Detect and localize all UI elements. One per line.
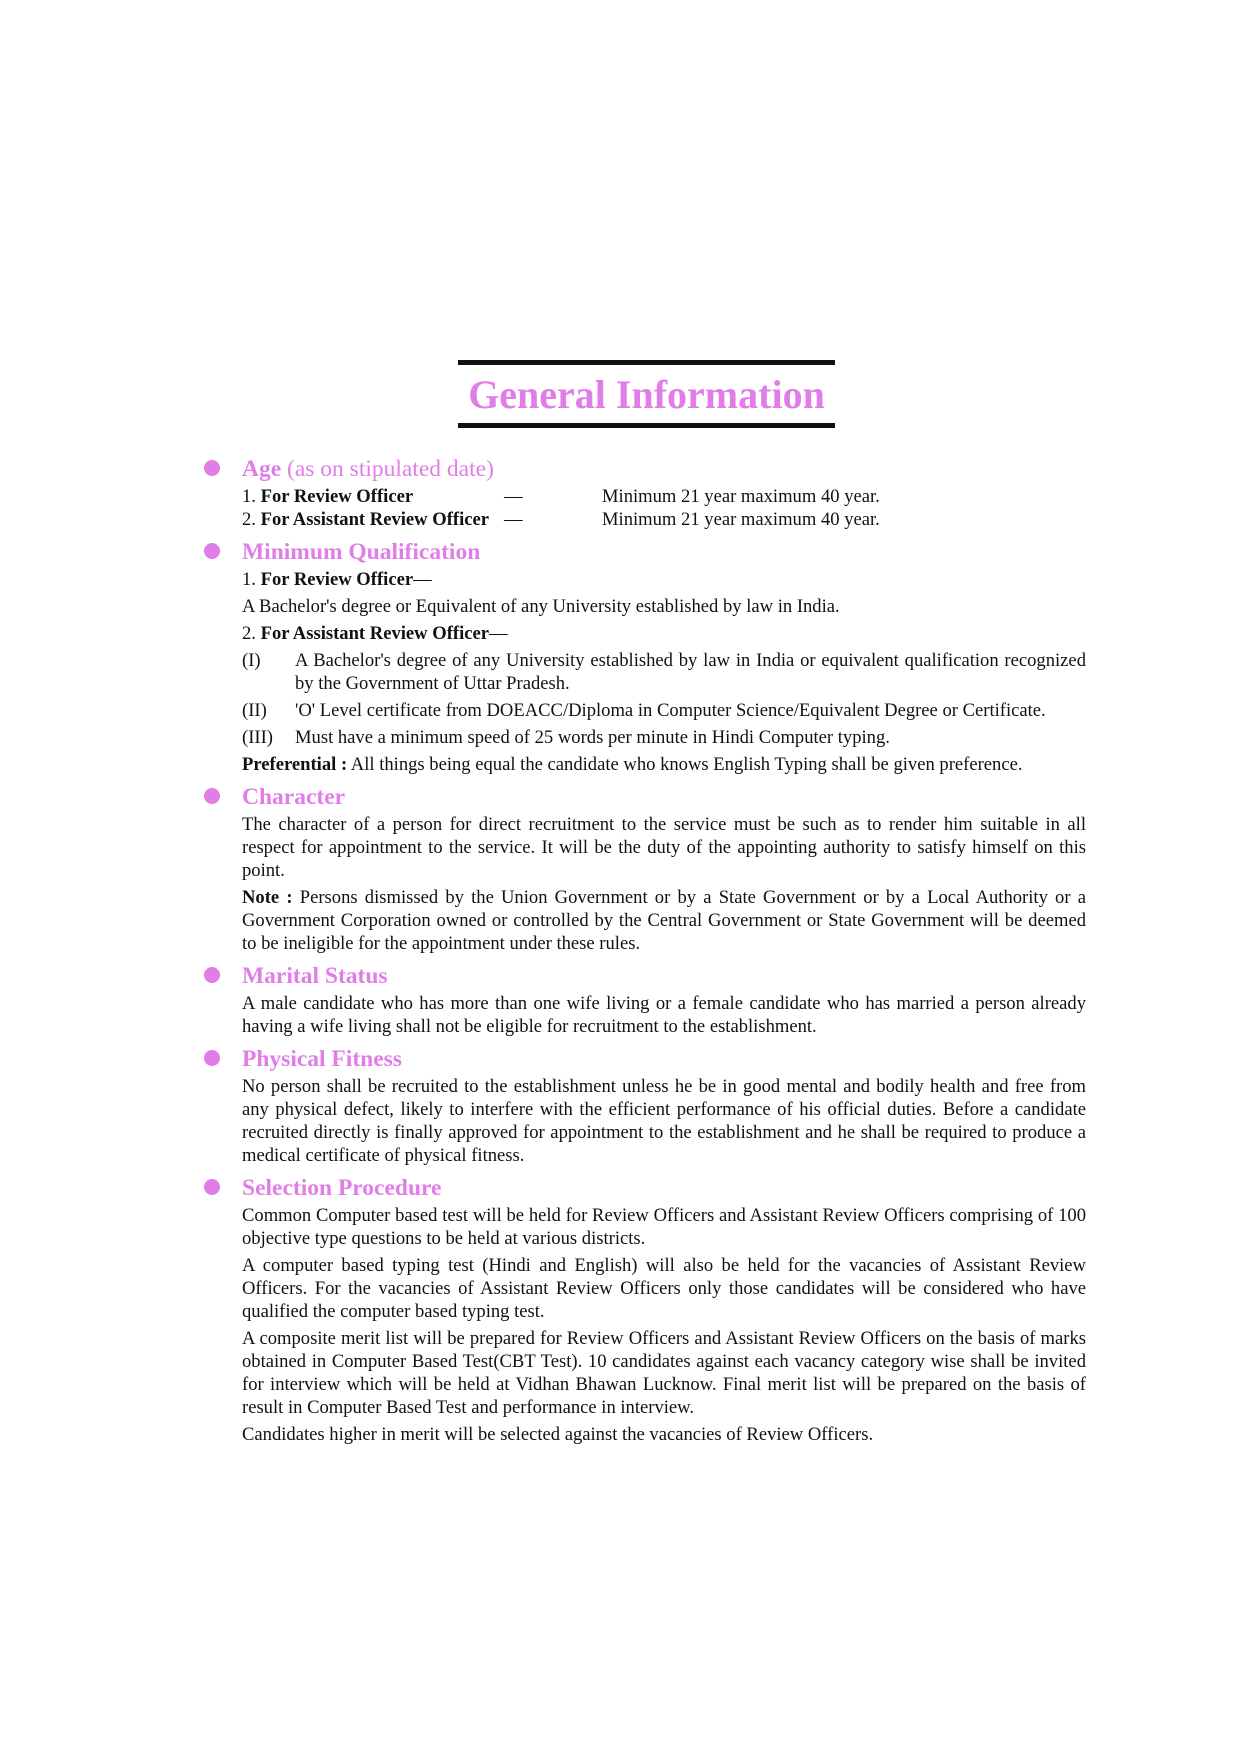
title-bottom-rule — [458, 423, 835, 428]
section-heading-marital-status: Marital Status — [242, 963, 388, 989]
bullet-icon — [204, 1179, 220, 1195]
character-text: The character of a person for direct recruitment to the service must be such as to render him suitable in all respect for appointment to the service. It will be the duty of the appointing authority to satisfy himself on this point. — [242, 814, 1086, 881]
selection-paragraph: A composite merit list will be prepared for Review Officers and Assistant Review Officers on the basis of marks obtained in Computer Based Test(CBT Test). 10 candidates against each vacancy category wise shall be invited for interview which will be held at Vidhan Bhawan Lucknow. Final merit list will be prepared on the basis of result in Computer Based Test and performance in interview. — [242, 1328, 1086, 1418]
marital-text: A male candidate who has more than one wife living or a female candidate who has married a person already having a wife living shall not be eligible for recruitment to the establishment. — [242, 993, 1086, 1037]
qualification-preferential: Preferential : All things being equal the candidate who knows English Typing shall be given preference. — [242, 754, 1023, 775]
section-heading-qualification: Minimum Qualification — [242, 539, 481, 565]
fitness-text: No person shall be recruited to the establishment unless he be in good mental and bodily health and free from any physical defect, likely to interfere with the efficient performance of his official duties. Before a candidate recruited directly is finally approved for appointment to the establishment and he shall be required to produce a medical certificate of physical fitness. — [242, 1076, 1086, 1166]
age-row-review-officer: 1. For Review Officer — Minimum 21 year maximum 40 year. — [242, 486, 880, 507]
qualification-ro-label: 1. For Review Officer— — [242, 569, 432, 590]
page-title: General Information — [468, 372, 825, 417]
qualification-item: (I) A Bachelor's degree of any University established by law in India or equivalent qualification recognized by the Government of Uttar Pradesh. — [242, 650, 1086, 694]
page-title-block — [458, 360, 835, 428]
section-selection-procedure — [204, 1172, 1086, 1446]
section-heading-selection-procedure: Selection Procedure — [242, 1175, 442, 1201]
qualification-ro-text: A Bachelor's degree or Equivalent of any University established by law in India. — [242, 596, 840, 617]
bullet-icon — [204, 460, 220, 476]
document-body — [204, 453, 1086, 1451]
section-age — [204, 453, 1086, 531]
bullet-icon — [204, 788, 220, 804]
section-marital-status — [204, 960, 1086, 1038]
bullet-icon — [204, 543, 220, 559]
qualification-item: (III) Must have a minimum speed of 25 words per minute in Hindi Computer typing. — [242, 727, 890, 748]
section-qualification — [204, 536, 1086, 776]
selection-paragraph: Common Computer based test will be held for Review Officers and Assistant Review Officers comprising of 100 objective type questions to be held at various districts. — [242, 1205, 1086, 1249]
qualification-item: (II) 'O' Level certificate from DOEACC/Diploma in Computer Science/Equivalent Degree or Certificate. — [242, 700, 1046, 721]
section-heading-character: Character — [242, 784, 346, 810]
bullet-icon — [204, 967, 220, 983]
qualification-aro-label: 2. For Assistant Review Officer— — [242, 623, 508, 644]
section-heading-physical-fitness: Physical Fitness — [242, 1046, 402, 1072]
section-physical-fitness — [204, 1043, 1086, 1167]
bullet-icon — [204, 1050, 220, 1066]
title-top-rule — [458, 360, 835, 365]
section-character — [204, 781, 1086, 955]
selection-paragraph: Candidates higher in merit will be selected against the vacancies of Review Officers. — [242, 1424, 874, 1445]
selection-paragraph: A computer based typing test (Hindi and English) will also be held for the vacancies of Assistant Review Officers. For the vacancies of Assistant Review Officers only those candidates will be considered who have qualified the computer based typing test. — [242, 1255, 1086, 1322]
character-note: Note : Persons dismissed by the Union Government or by a State Government or by a Local Authority or a Government Corporation owned or controlled by the Central Government or State Government will be deemed to be ineligible for the appointment under these rules. — [242, 887, 1086, 954]
age-row-assistant-review-officer: 2. For Assistant Review Officer — Minimum 21 year maximum 40 year. — [242, 509, 880, 530]
section-heading-age: Age (as on stipulated date) — [242, 456, 494, 482]
